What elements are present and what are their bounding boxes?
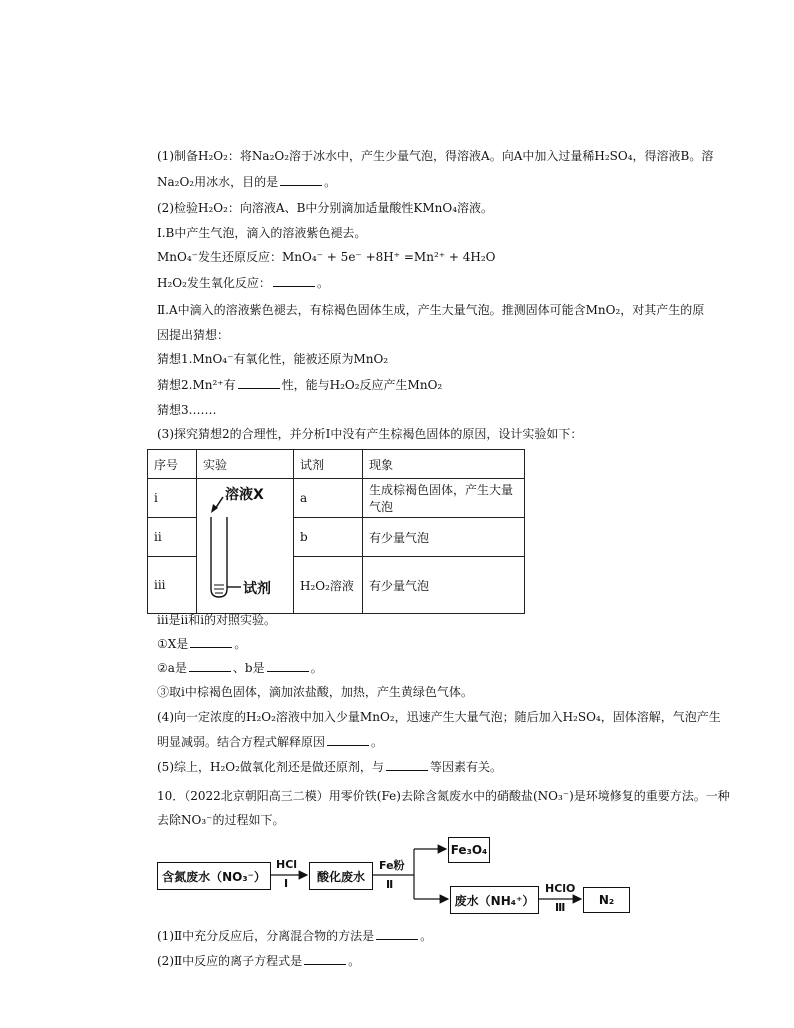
row-phenomenon: 生成棕褐色固体，产生大量气泡 (363, 479, 525, 518)
q10-sub1: (1)Ⅱ中充分反应后，分离混合物的方法是 。 (157, 929, 433, 943)
step3-reagent: HClO (545, 882, 576, 895)
reduction-equation: MnO₄⁻发生还原反应：MnO₄⁻ + 5e⁻ +8H⁺ =Mn²⁺ + 4H₂O (157, 250, 496, 264)
note-control: ⅲ是ⅱ和ⅰ的对照实验。 (157, 613, 277, 627)
obs-2-line1: Ⅱ.A中滴入的溶液紫色褪去，有棕褐色固体生成，产生大量气泡。推测固体可能含MnO₂，对其产生的原 (157, 303, 705, 317)
q1-line2: Na₂O₂用冰水，目的是 。 (157, 175, 337, 189)
guess-2: 猜想2.Mn²⁺有 性，能与H₂O₂反应产生MnO₂ (157, 378, 443, 392)
q10-line1: 10．（2022北京朝阳高三二模）用零价铁(Fe)去除含氮废水中的硝酸盐(NO₃⁻)是环境修复的重要方法。一种 (157, 789, 730, 803)
q5-line: (5)综上，H₂O₂做氧化剂还是做还原剂，与 等因素有关。 (157, 760, 502, 774)
q4-line2: 明显减弱。结合方程式解释原因 。 (157, 735, 384, 749)
answer-blank[interactable] (304, 953, 346, 965)
box-nitrogen-wastewater: 含氮废水（NO₃⁻） (157, 862, 271, 890)
obs-1: Ⅰ.B中产生气泡，滴入的溶液紫色褪去。 (157, 226, 367, 240)
q1-line1: (1)制备H₂O₂：将Na₂O₂溶于冰水中，产生少量气泡，得溶液A。向A中加入过量稀H₂SO₄，得溶液B。溶 (157, 149, 714, 163)
guess-1: 猜想1.MnO₄⁻有氧化性，能被还原为MnO₂ (157, 352, 389, 366)
header-no: 序号 (148, 450, 197, 479)
step1-number: Ⅰ (284, 877, 289, 890)
q3-line: (3)探究猜想2的合理性，并分析Ⅰ中没有产生棕褐色固体的原因，设计实验如下： (157, 427, 583, 441)
reagent-label: 试剂 (243, 581, 271, 597)
q2-line: (2)检验H₂O₂：向溶液A、B中分别滴加适量酸性KMnO₄溶液。 (157, 201, 494, 215)
box-n2: N₂ (583, 887, 630, 913)
header-reagent: 试剂 (294, 450, 363, 479)
box-acidified-wastewater: 酸化废水 (309, 862, 373, 890)
row-reagent: b (294, 518, 363, 557)
step1-reagent: HCl (276, 858, 298, 871)
step3-number: Ⅲ (555, 901, 566, 914)
box-fe3o4: Fe₃O₄ (448, 837, 490, 863)
oxidation-line: H₂O₂发生氧化反应： 。 (157, 276, 329, 290)
header-experiment: 实验 (197, 450, 294, 479)
row-reagent: a (294, 479, 363, 518)
sub-q3: ③取ⅰ中棕褐色固体，滴加浓盐酸，加热，产生黄绿色气体。 (157, 685, 473, 699)
step2-reagent: Fe粉 (379, 859, 405, 872)
answer-blank[interactable] (376, 928, 418, 940)
header-phenomenon: 现象 (363, 450, 525, 479)
q4-line1: (4)向一定浓度的H₂O₂溶液中加入少量MnO₂，迅速产生大量气泡；随后加入H₂SO₄，固体溶解，气泡产生 (157, 710, 721, 724)
q10-line2: 去除NO₃⁻的过程如下。 (157, 813, 285, 827)
solution-x-label: 溶液X (225, 487, 264, 503)
row-phenomenon: 有少量气泡 (363, 557, 525, 614)
row-phenomenon: 有少量气泡 (363, 518, 525, 557)
step2-number: Ⅱ (386, 878, 394, 891)
guess-3: 猜想3.…… (157, 403, 217, 417)
sub-q1: ①X是 。 (157, 637, 247, 651)
row-reagent: H₂O₂溶液 (294, 557, 363, 614)
q10-sub2: (2)Ⅱ中反应的离子方程式是 。 (157, 954, 361, 968)
sub-q2: ②a是 、b是 。 (157, 661, 323, 675)
row-no: i (148, 479, 197, 518)
row-no: ii (148, 518, 197, 557)
row-no: iii (148, 557, 197, 614)
obs-2-line2: 因提出猜想： (157, 328, 230, 342)
box-ammonium-wastewater: 废水（NH₄⁺） (450, 886, 539, 914)
